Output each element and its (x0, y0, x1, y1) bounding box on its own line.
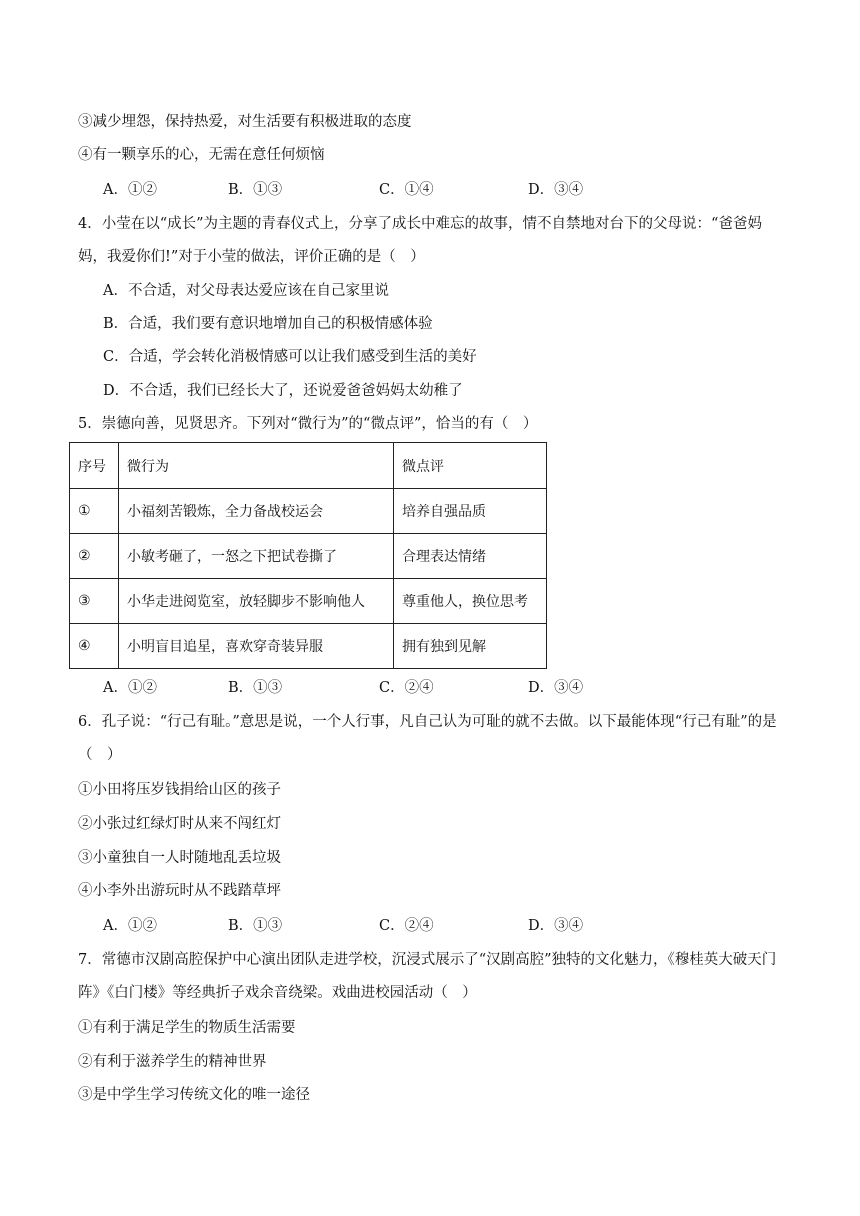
q6-option-c[interactable]: C．②④ (379, 918, 434, 934)
q6-item-2: ②小张过红绿灯时从来不闯红灯 (78, 816, 281, 832)
table-cell: ③ (70, 579, 119, 624)
table-row (70, 624, 547, 669)
q5-option-a[interactable]: A．①② (103, 680, 157, 696)
table-header-cell: 微行为 (119, 443, 394, 489)
table-cell: ② (70, 534, 119, 579)
q4-option-d[interactable]: D．不合适，我们已经长大了，还说爱爸爸妈妈太幼稚了 (103, 383, 463, 399)
q6-item-1: ①小田将压岁钱捐给山区的孩子 (78, 782, 281, 798)
q6-option-b[interactable]: B．①③ (228, 918, 283, 934)
q6-item-3: ③小童独自一人时随地乱丢垃圾 (78, 850, 281, 866)
q5-option-b[interactable]: B．①③ (228, 680, 283, 696)
table-cell: 小华走进阅览室，放轻脚步不影响他人 (119, 579, 394, 624)
q7-item-3: ③是中学生学习传统文化的唯一途径 (78, 1087, 310, 1103)
table-header-cell: 序号 (70, 443, 119, 489)
table-header-cell: 微点评 (394, 443, 547, 489)
table-row (70, 534, 547, 579)
table-cell: 小福刻苦锻炼，全力备战校运会 (119, 489, 394, 534)
table-cell: 培养自强品质 (394, 489, 547, 534)
q3-item-4: ④有一颗享乐的心，无需在意任何烦恼 (78, 147, 325, 163)
q3-item-3: ③减少埋怨，保持热爱，对生活要有积极进取的态度 (78, 114, 412, 130)
table-cell: ④ (70, 624, 119, 669)
q6-item-4: ④小李外出游玩时从不践踏草坪 (78, 883, 281, 899)
q3-option-c[interactable]: C．①④ (379, 182, 434, 198)
q6-option-d[interactable]: D．③④ (528, 918, 584, 934)
table-row (70, 579, 547, 624)
q7-item-1: ①有利于满足学生的物质生活需要 (78, 1020, 296, 1036)
q4-stem: 4．小莹在以“成长”为主题的青春仪式上，分享了成长中难忘的故事，情不自禁地对台下的父母说：“爸爸妈妈，我爱你们!”对于小莹的做法，评价正确的是（ ） (78, 216, 762, 265)
table-row (70, 489, 547, 534)
q5-stem: 5．崇德向善，见贤思齐。下列对“微行为”的“微点评”，恰当的有（ ） (78, 416, 538, 432)
table-cell: 小敏考砸了，一怒之下把试卷撕了 (119, 534, 394, 579)
q5-table (69, 442, 547, 669)
q3-option-a[interactable]: A．①② (103, 182, 157, 198)
q6-stem: 6．孔子说：“行己有耻。”意思是说，一个人行事，凡自己认为可耻的就不去做。以下最能体现“行己有耻”的是（ ） (78, 714, 777, 763)
table-cell: 拥有独到见解 (394, 624, 547, 669)
q5-option-d[interactable]: D．③④ (528, 680, 584, 696)
table-cell: 尊重他人，换位思考 (394, 579, 547, 624)
q3-option-d[interactable]: D．③④ (528, 182, 584, 198)
table-header-row (70, 443, 547, 489)
table-cell: ① (70, 489, 119, 534)
table-cell: 合理表达情绪 (394, 534, 547, 579)
q7-item-2: ②有利于滋养学生的精神世界 (78, 1054, 267, 1070)
q3-option-b[interactable]: B．①③ (228, 182, 283, 198)
q5-option-c[interactable]: C．②④ (379, 680, 434, 696)
q4-option-c[interactable]: C．合适，学会转化消极情感可以让我们感受到生活的美好 (103, 349, 477, 365)
table-cell: 小明盲目追星，喜欢穿奇装异服 (119, 624, 394, 669)
q6-option-a[interactable]: A．①② (103, 918, 157, 934)
q4-option-a[interactable]: A．不合适，对父母表达爱应该在自己家里说 (103, 283, 389, 299)
q4-option-b[interactable]: B．合适，我们要有意识地增加自己的积极情感体验 (103, 316, 433, 332)
q7-stem: 7．常德市汉剧高腔保护中心演出团队走进学校，沉浸式展示了“汉剧高腔”独特的文化魅力，《穆桂英大破天门阵》《白门楼》等经典折子戏余音绕梁。戏曲进校园活动（ ） (78, 952, 777, 1001)
